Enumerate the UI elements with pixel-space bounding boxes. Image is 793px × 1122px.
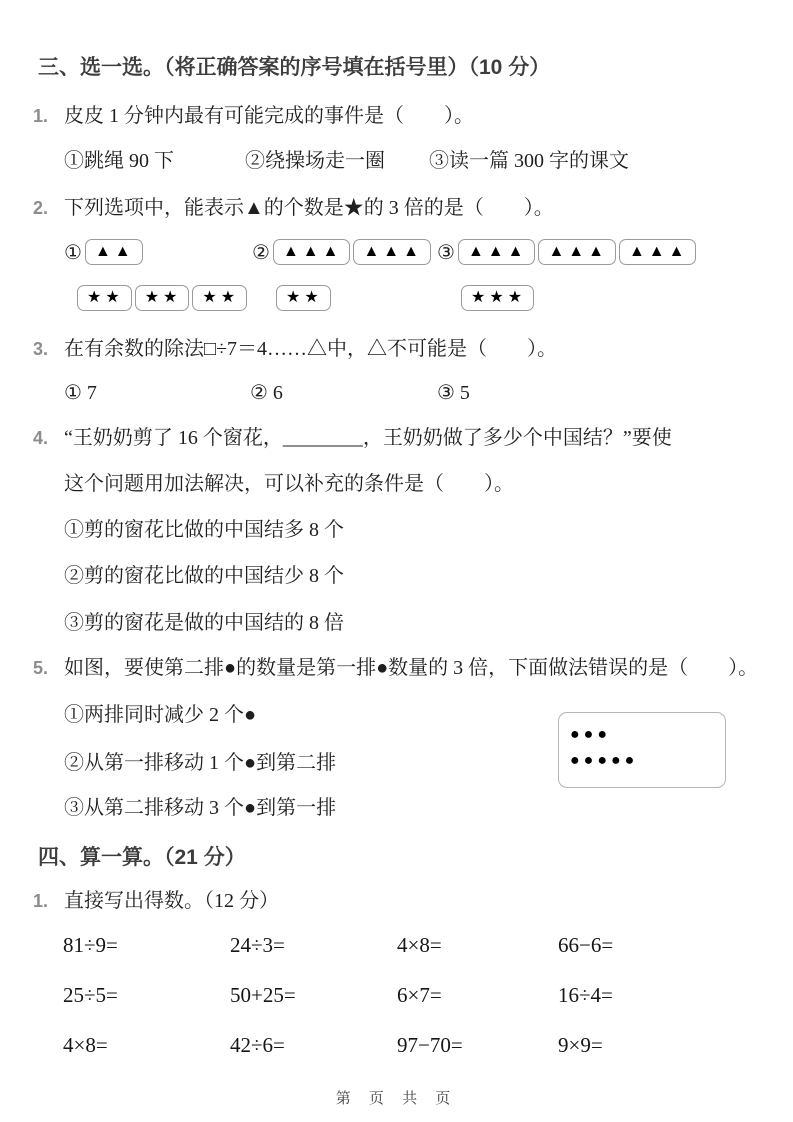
q2-option-1-label: ①: [64, 241, 82, 264]
q2-option-3: [437, 237, 699, 313]
q3-options: [64, 380, 793, 406]
calc-expression: 6×7=: [397, 983, 442, 1007]
q3-option-2: ② 6: [250, 382, 283, 404]
star-box: ★★: [77, 285, 132, 311]
q4-number: 4.: [33, 428, 49, 448]
q3-text: 在有余数的除法□÷7＝4……△中，△不可能是（ ）。: [64, 338, 558, 360]
q4-option-3: ③剪的窗花是做的中国结的 8 倍: [64, 612, 344, 634]
calc-expression: 24÷3=: [230, 933, 285, 957]
calc-expression: 50+25=: [230, 983, 296, 1007]
section-4-title: 四、算一算。（21 分）: [38, 846, 246, 869]
question-3: [33, 336, 793, 362]
calc-expression: 16÷4=: [558, 983, 613, 1007]
q5-number: 5.: [33, 658, 49, 678]
q5-option-3: ③从第二排移动 3 个●到第一排: [64, 797, 337, 819]
triangle-box: ▲▲▲: [458, 239, 536, 265]
q1-options: [64, 148, 793, 174]
q2-number: 2.: [33, 198, 49, 218]
q1-option-3: ③读一篇 300 字的课文: [429, 150, 629, 172]
q4-line-1: “王奶奶剪了 16 个窗花，________，王奶奶做了多少个中国结？”要使: [64, 427, 672, 449]
calc-grid: [63, 932, 793, 1058]
q3-number: 3.: [33, 339, 49, 359]
q5-option-1: ①两排同时减少 2 个●: [64, 704, 257, 726]
star-box: ★★★: [461, 285, 534, 311]
calc-expression: 42÷6=: [230, 1033, 285, 1057]
q2-text: 下列选项中，能表示▲的个数是★的 3 倍的是（ ）。: [64, 197, 554, 219]
q4-option-2: ②剪的窗花比做的中国结少 8 个: [64, 565, 344, 587]
q4-option-1: ①剪的窗花比做的中国结多 8 个: [64, 519, 344, 541]
question-5: [33, 655, 793, 681]
q3-option-3: ③ 5: [437, 382, 470, 404]
calc-expression: 97−70=: [397, 1033, 463, 1057]
s4-q1-number: 1.: [33, 891, 49, 911]
q5-option-2: ②从第一排移动 1 个●到第二排: [64, 752, 337, 774]
q1-option-2: ②绕操场走一圈: [245, 150, 385, 172]
q5-text: 如图，要使第二排●的数量是第一排●数量的 3 倍，下面做法错误的是（ ）。: [64, 657, 759, 679]
calc-expression: 9×9=: [558, 1033, 603, 1057]
dots-row-2: ●●●●●: [570, 752, 639, 769]
q2-option-2-label: ②: [252, 241, 270, 264]
section-3-title: 三、选一选。（将正确答案的序号填在括号里）（10 分）: [38, 56, 551, 79]
question-4: [33, 425, 793, 451]
q1-option-1: ①跳绳 90 下: [64, 150, 174, 172]
calc-expression: 4×8=: [63, 1033, 108, 1057]
calc-expression: 66−6=: [558, 933, 614, 957]
calc-expression: 81÷9=: [63, 933, 118, 957]
q2-figure-options: [64, 237, 793, 313]
q2-option-3-label: ③: [437, 241, 455, 264]
triangle-box: ▲▲: [85, 239, 143, 265]
dots-figure: [558, 712, 726, 788]
question-2: [33, 195, 793, 221]
calc-expression: 25÷5=: [63, 983, 118, 1007]
q2-option-1: [64, 237, 252, 313]
dots-row-1: ●●●: [570, 726, 611, 743]
q3-option-1: ① 7: [64, 382, 97, 404]
question-1: [33, 103, 793, 129]
page-footer: 第 页 共 页: [335, 1090, 458, 1107]
q1-number: 1.: [33, 106, 49, 126]
triangle-box: ▲▲▲: [353, 239, 431, 265]
star-box: ★★: [276, 285, 331, 311]
q1-text: 皮皮 1 分钟内最有可能完成的事件是（ ）。: [64, 105, 474, 127]
section4-question-1: [33, 888, 793, 914]
triangle-box: ▲▲▲: [619, 239, 697, 265]
star-box: ★★: [192, 285, 247, 311]
s4-q1-text: 直接写出得数。（12 分）: [64, 890, 279, 912]
calc-expression: 4×8=: [397, 933, 442, 957]
star-box: ★★: [135, 285, 190, 311]
q4-line-2: 这个问题用加法解决，可以补充的条件是（ ）。: [64, 473, 514, 495]
triangle-box: ▲▲▲: [538, 239, 616, 265]
q2-option-2: [252, 237, 437, 313]
triangle-box: ▲▲▲: [273, 239, 351, 265]
